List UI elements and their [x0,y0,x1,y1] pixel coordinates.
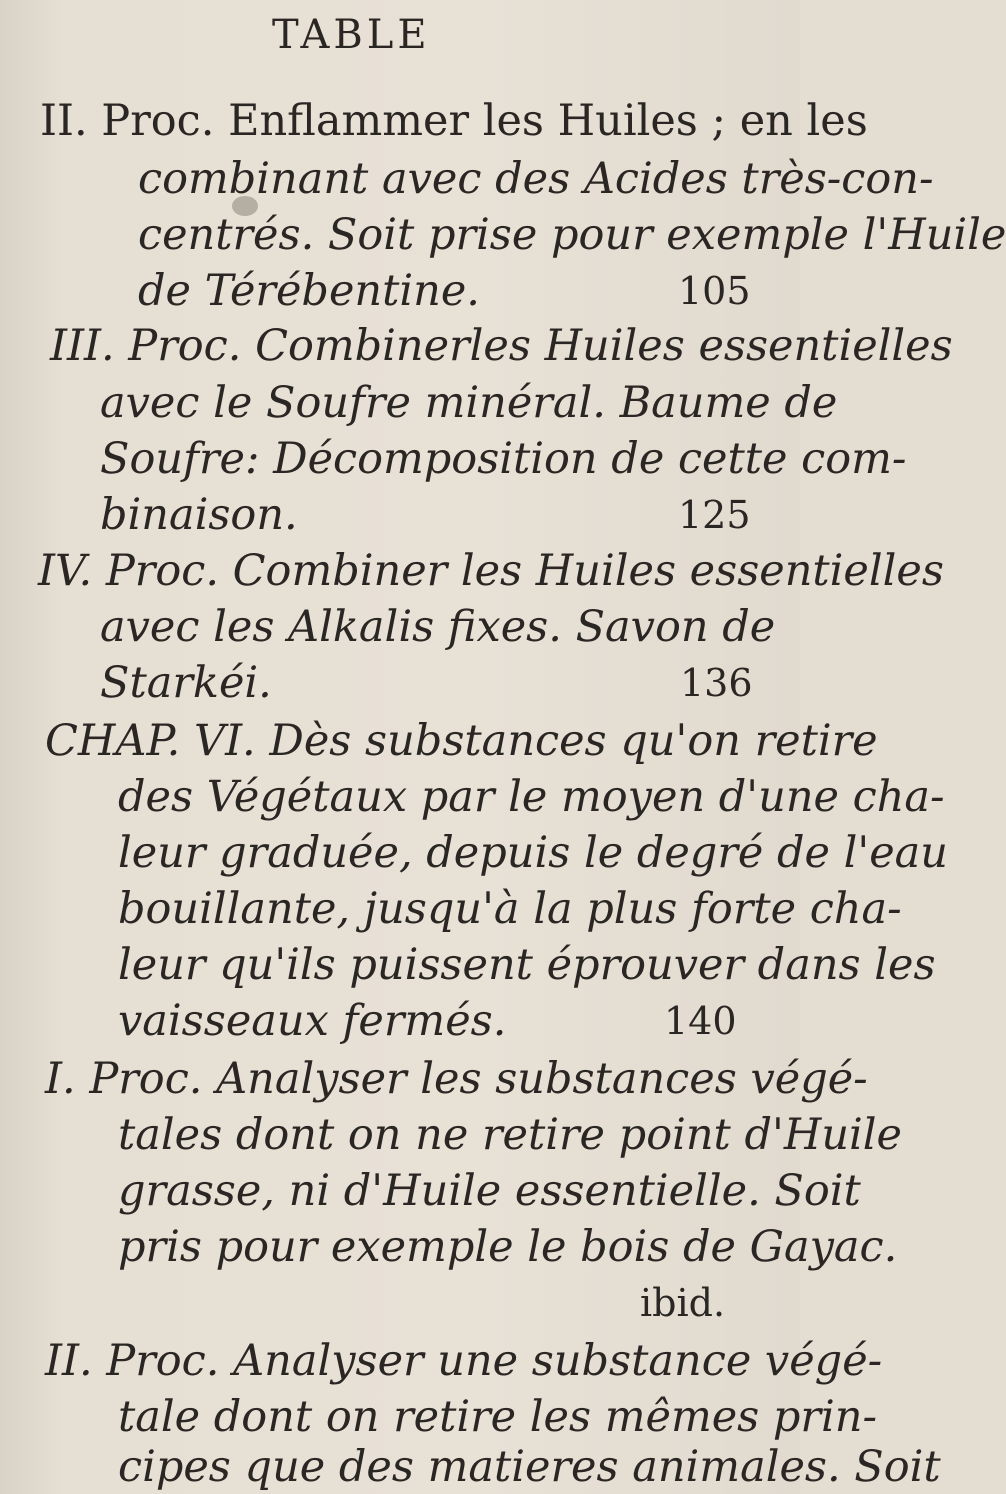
running-header: TABLE [272,12,431,58]
entry-2b-line-1: II. Proc. Analyser une substance végé- [45,1336,883,1386]
entry-3-line-4: binaison. [100,490,298,540]
chapter-heading-line-4: bouillante, jusqu'à la plus forte cha- [118,884,902,934]
entry-1-line-4: pris pour exemple le bois de Gayac. [118,1222,898,1272]
entry-1-line-1: I. Proc. Analyser les substances végé- [45,1054,868,1104]
chapter-heading-line-1: CHAP. VI. Dès substances qu'on retire [45,716,878,766]
entry-4-page: 136 [680,661,753,705]
entry-1-line-2: tales dont on ne retire point d'Huile [118,1110,902,1160]
entry-2-line-3: centrés. Soit prise pour exemple l'Huile [138,210,1006,260]
chapter-heading-line-3: leur graduée, depuis le degré de l'eau [118,828,948,878]
entry-3-line-1: III. Proc. Combinerles Huiles essentielles [50,321,953,371]
entry-1-line-3: grasse, ni d'Huile essentielle. Soit [118,1166,861,1216]
entry-2-line-2: combinant avec des Acides très-con- [138,154,934,204]
entry-2-line-4: de Térébentine. [138,266,480,316]
chapter-page: 140 [664,999,737,1043]
chapter-heading-line-2: des Végétaux par le moyen d'une cha- [118,772,945,822]
entry-2-page: 105 [678,269,751,313]
entry-3-line-3: Soufre: Décomposition de cette com- [100,434,907,484]
chapter-heading-line-5: leur qu'ils puissent éprouver dans les [118,940,936,990]
entry-2b-line-2: tale dont on retire les mêmes prin- [118,1392,877,1442]
entry-4-line-3: Starkéi. [100,658,272,708]
chapter-heading-line-6: vaisseaux fermés. [118,996,507,1046]
entry-3-page: 125 [678,493,751,537]
entry-2-line-1: II. Proc. Enflammer les Huiles ; en les [40,96,868,146]
ink-blot [232,196,258,216]
entry-4-line-1: IV. Proc. Combiner les Huiles essentielles [38,546,944,596]
entry-1-page: ibid. [640,1281,726,1325]
entry-3-line-2: avec le Soufre minéral. Baume de [100,378,838,428]
entry-2b-line-3: cipes que des matieres animales. Soit [118,1442,941,1492]
entry-4-line-2: avec les Alkalis fixes. Savon de [100,602,776,652]
